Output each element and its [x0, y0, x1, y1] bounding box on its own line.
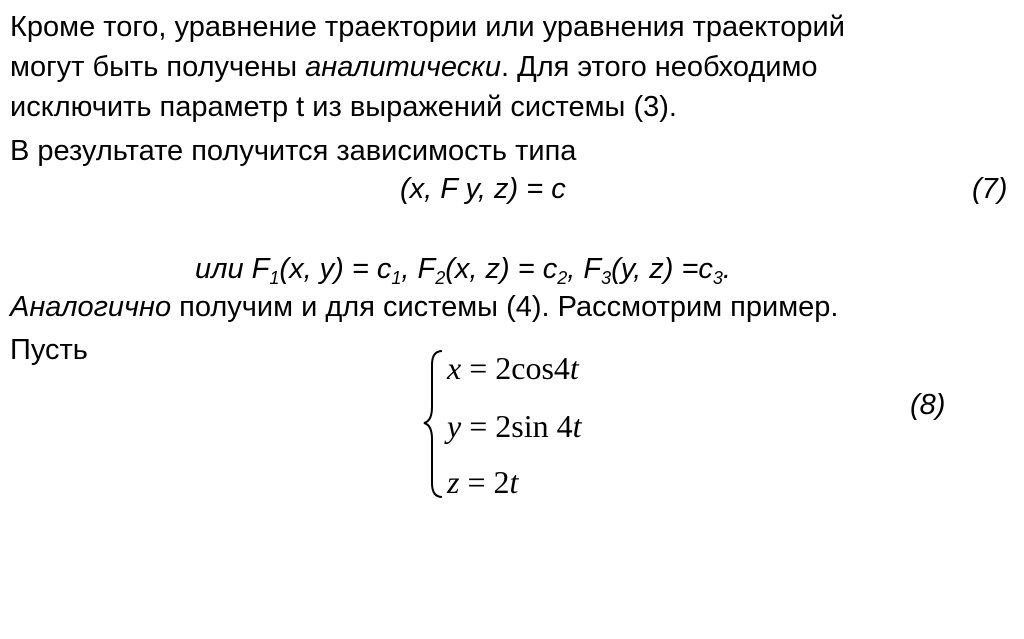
alt-part-1: (x, y) = c: [279, 253, 392, 285]
system-equation-3: [447, 464, 518, 500]
alt-sub-c1: 1: [391, 268, 402, 288]
alt-sub-c3: 3: [712, 268, 723, 288]
equation-7: (x, F y, z) = c: [400, 173, 566, 205]
system-eq3-t: t: [509, 464, 519, 500]
alt-sub-2: 2: [435, 268, 446, 288]
system-eq1-var: x: [447, 350, 462, 386]
paragraph-line-4: В результате получится зависимость типа: [10, 135, 577, 167]
line2-italic-word: аналитически: [305, 51, 501, 83]
equation-alternative: [195, 252, 731, 286]
alt-sub-c2: 2: [557, 268, 568, 288]
equation-7-number: (7): [972, 173, 1008, 205]
curly-brace-icon: [420, 345, 450, 505]
line2-text-b: . Для этого необходимо: [500, 51, 818, 83]
alt-part-5: (y, z) =c: [611, 253, 713, 285]
alt-sub-3: 3: [601, 268, 612, 288]
system-eq3-rhs: = 2: [467, 464, 510, 500]
paragraph-line-2: [10, 50, 818, 84]
line6-text: получим и для системы (4). Рассмотрим пример.: [171, 291, 839, 323]
alt-end: .: [722, 253, 731, 285]
paragraph-line-1: Кроме того, уравнение траектории или уравнения траекторий: [10, 11, 845, 43]
system-equation-1: [447, 350, 579, 386]
paragraph-line-3: исключить параметр t из выражений системы (3).: [10, 91, 677, 123]
alt-sub-1: 1: [269, 268, 280, 288]
alt-part-2: , F: [401, 253, 436, 285]
system-eq1-rhs: = 2cos4: [469, 350, 570, 386]
line2-text-a: могут быть получены: [10, 51, 306, 83]
paragraph-line-7: Пусть: [10, 334, 88, 366]
system-eq2-t: t: [572, 408, 582, 444]
paragraph-line-6: [10, 290, 838, 324]
alt-or: или F: [195, 253, 270, 285]
system-eq1-t: t: [569, 350, 579, 386]
system-equation-2: [447, 408, 581, 444]
system-eq2-rhs: = 2sin 4: [469, 408, 573, 444]
system-eq3-var: z: [447, 464, 460, 500]
alt-part-4: , F: [567, 253, 602, 285]
alt-part-3: (x, z) = c: [445, 253, 558, 285]
equation-8-number: (8): [910, 389, 946, 421]
system-eq2-var: y: [447, 408, 462, 444]
line6-italic-word: Аналогично: [10, 291, 172, 323]
